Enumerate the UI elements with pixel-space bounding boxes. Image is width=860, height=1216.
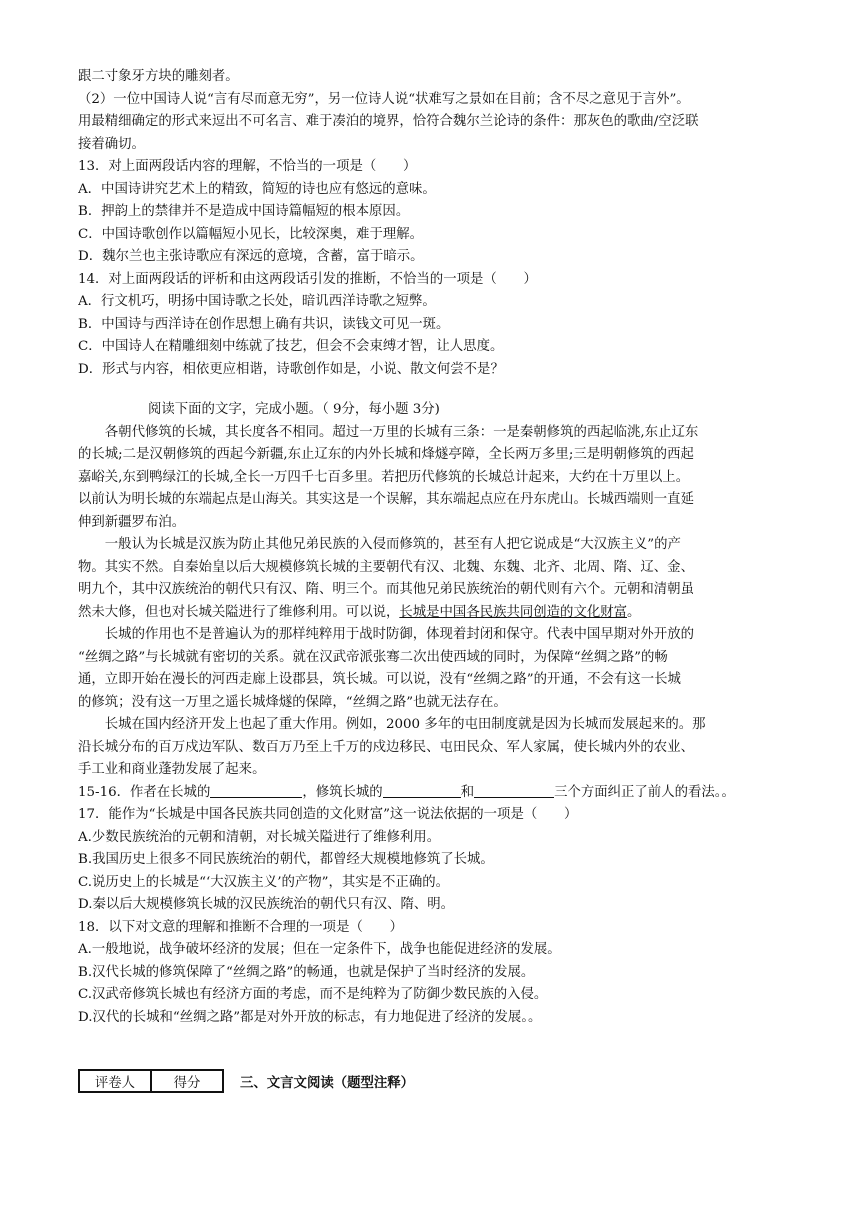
- question-17-option-c: C.说历史上的长城是“‘大汉族主义’的产物”，其实是不正确的。: [78, 874, 449, 890]
- question-17-option-b: B.我国历史上很多不同民族统治的朝代，都曾经大规模地修筑了长城。: [78, 852, 494, 867]
- question-18-stem: 18．以下对文意的理解和推断不合理的一项是（ ）: [78, 919, 404, 935]
- underlined-key-sentence: 长城是中国各民族共同创造的文化财富: [399, 604, 628, 620]
- passage-line: 一般认为长城是汉族为防止其他兄弟民族的入侵而修筑的，甚至有人把它说成是“大汉族主义”的产: [104, 537, 681, 552]
- question-13-option-b: B．押韵上的禁律并不是造成中国诗篇幅短的根本原因。: [78, 204, 410, 219]
- answer-blank[interactable]: [210, 783, 302, 798]
- passage-line: 明九个，其中汉族统治的朝代只有汉、隋、明三个。而其他兄弟民族统治的朝代则有六个。元朝和清朝虽: [78, 582, 694, 597]
- question-text: 15-16．作者在长城的: [78, 784, 211, 800]
- question-text: 和: [460, 784, 475, 800]
- reading-instructions: 阅读下面的文字，完成小题。（ 9分，每小题 3分): [148, 402, 440, 417]
- question-18-option-c: C.汉武帝修筑长城也有经济方面的考虑，而不是纯粹为了防御少数民族的入侵。: [78, 987, 548, 1002]
- passage-line: 长城在国内经济开发上也起了重大作用。例如，2000 多年的屯田制度就是因为长城而发展起来的。那: [104, 717, 706, 732]
- passage-line: 的长城;二是汉朝修筑的西起今新疆,东止辽东的内外长城和烽燧亭障，全长两万多里;三是明朝修筑的西起: [78, 447, 694, 462]
- score-box: [78, 1069, 224, 1093]
- passage-line: 沿长城分布的百万戍边军队、数百万乃至上千万的戍边移民、屯田民众、军人家属，使长城内外的农业、: [78, 739, 694, 755]
- passage-line: 嘉峪关,东到鸭绿江的长城,全长一万四千七百多里。若把历代修筑的长城总计起来，大约在十万里以上。: [78, 469, 690, 485]
- passage-line: 长城的作用也不是普遍认为的那样纯粹用于战时防御，体现着封闭和保守。代表中国早期对外开放的: [104, 627, 694, 642]
- score-label: 得分: [151, 1070, 223, 1092]
- text-line: 跟二寸象牙方块的雕刻者。: [78, 69, 239, 84]
- question-14-option-c: C．中国诗人在精雕细刻中练就了技艺，但会不会束缚才智，让人思度。: [78, 339, 504, 354]
- passage-line: 伸到新疆罗布泊。: [78, 514, 186, 530]
- section-3-title: 三、文言文阅读（题型注释）: [240, 1075, 415, 1091]
- passage-line: 的修筑；没有这一万里之遥长城烽燧的保障，“丝绸之路”也就无法存在。: [78, 694, 507, 710]
- question-18-option-b: B.汉代长城的修筑保障了“丝绸之路”的畅通，也就是保护了当时经济的发展。: [78, 964, 535, 980]
- exam-page: [78, 66, 790, 1093]
- question-text: ，修筑长城的: [302, 784, 383, 800]
- question-13-stem: 13．对上面两段话内容的理解，不恰当的一项是（ ）: [78, 159, 417, 174]
- passage-line: 通，立即开始在漫长的河西走廊上设郡县，筑长城。可以说，没有“丝绸之路”的开通，不会有这一长城: [78, 672, 681, 687]
- question-14-option-a: A．行文机巧，明扬中国诗歌之长处，暗讥西洋诗歌之短弊。: [78, 294, 436, 309]
- question-13-option-d: D．魏尔兰也主张诗歌应有深远的意境，含蓄，富于暗示。: [78, 249, 424, 264]
- section-header-row: [78, 1069, 790, 1093]
- answer-blank[interactable]: [474, 783, 554, 798]
- question-17-stem: 17．能作为“长城是中国各民族共同创造的文化财富”这一说法依据的一项是（ ）: [78, 807, 578, 822]
- passage-line: “丝绸之路”与长城就有密切的关系。就在汉武帝派张骞二次出使西域的同时，为保障“丝绸之路”的畅: [78, 649, 668, 665]
- question-13-option-c: C．中国诗歌创作以篇幅短小见长，比较深奥，难于理解。: [78, 226, 424, 242]
- question-18-option-d: D.汉代的长城和“丝绸之路”都是对外开放的标志，有力地促进了经济的发展。。: [78, 1009, 542, 1025]
- text-line: 接着确切。: [78, 136, 145, 152]
- answer-blank[interactable]: [383, 783, 461, 798]
- question-17-option-d: D.秦以后大规模修筑长城的汉民族统治的朝代只有汉、隋、明。: [78, 897, 455, 912]
- passage-line: 各朝代修筑的长城，其长度各不相同。超过一万里的长城有三条：一是秦朝修筑的西起临洮,东止辽东: [104, 424, 699, 440]
- passage-line: 物。其实不然。自秦始皇以后大规模修筑长城的主要朝代有汉、北魏、东魏、北齐、北周、隋、辽、金、: [78, 559, 694, 575]
- passage-line: 手工业和商业蓬勃发展了起来。: [78, 762, 266, 777]
- passage-text: 。: [627, 604, 641, 620]
- question-14-option-d: D．形式与内容，相依更应相谐，诗歌创作如是，小说、散文何尝不是？: [78, 361, 504, 377]
- text-line: （2）一位中国诗人说“言有尽而意无穷”，另一位诗人说“状难写之景如在目前；含不尽之意见于言外”。: [78, 91, 690, 107]
- question-13-option-a: A．中国诗讲究艺术上的精致，简短的诗也应有悠远的意味。: [78, 181, 436, 197]
- reviewer-label: 评卷人: [79, 1070, 151, 1092]
- passage-line: [78, 602, 790, 625]
- question-15-16: [78, 782, 790, 805]
- question-14-stem: 14．对上面两段话的评析和由这两段话引发的推断，不恰当的一项是（ ）: [78, 271, 537, 287]
- passage-line: 以前认为明长城的东端起点是山海关。其实这是一个误解，其东端起点应在丹东虎山。长城西端则一直延: [78, 492, 694, 507]
- question-14-option-b: B．中国诗与西洋诗在创作思想上确有共识，读钱文可见一斑。: [78, 316, 450, 332]
- text-line: 用最精细确定的形式来逗出不可名言、难于凑泊的境界，恰符合魏尔兰论诗的条件：那灰色的歌曲/空泛联: [78, 114, 699, 129]
- question-17-option-a: A.少数民族统治的元朝和清朝，对长城关隘进行了维修利用。: [78, 829, 441, 845]
- passage-text: 然未大修，但也对长城关隘进行了维修利用。可以说，: [78, 604, 400, 620]
- question-18-option-a: A.一般地说，战争破坏经济的发展；但在一定条件下，战争也能促进经济的发展。: [78, 942, 561, 957]
- question-text: 三个方面纠正了前人的看法。。: [554, 784, 735, 800]
